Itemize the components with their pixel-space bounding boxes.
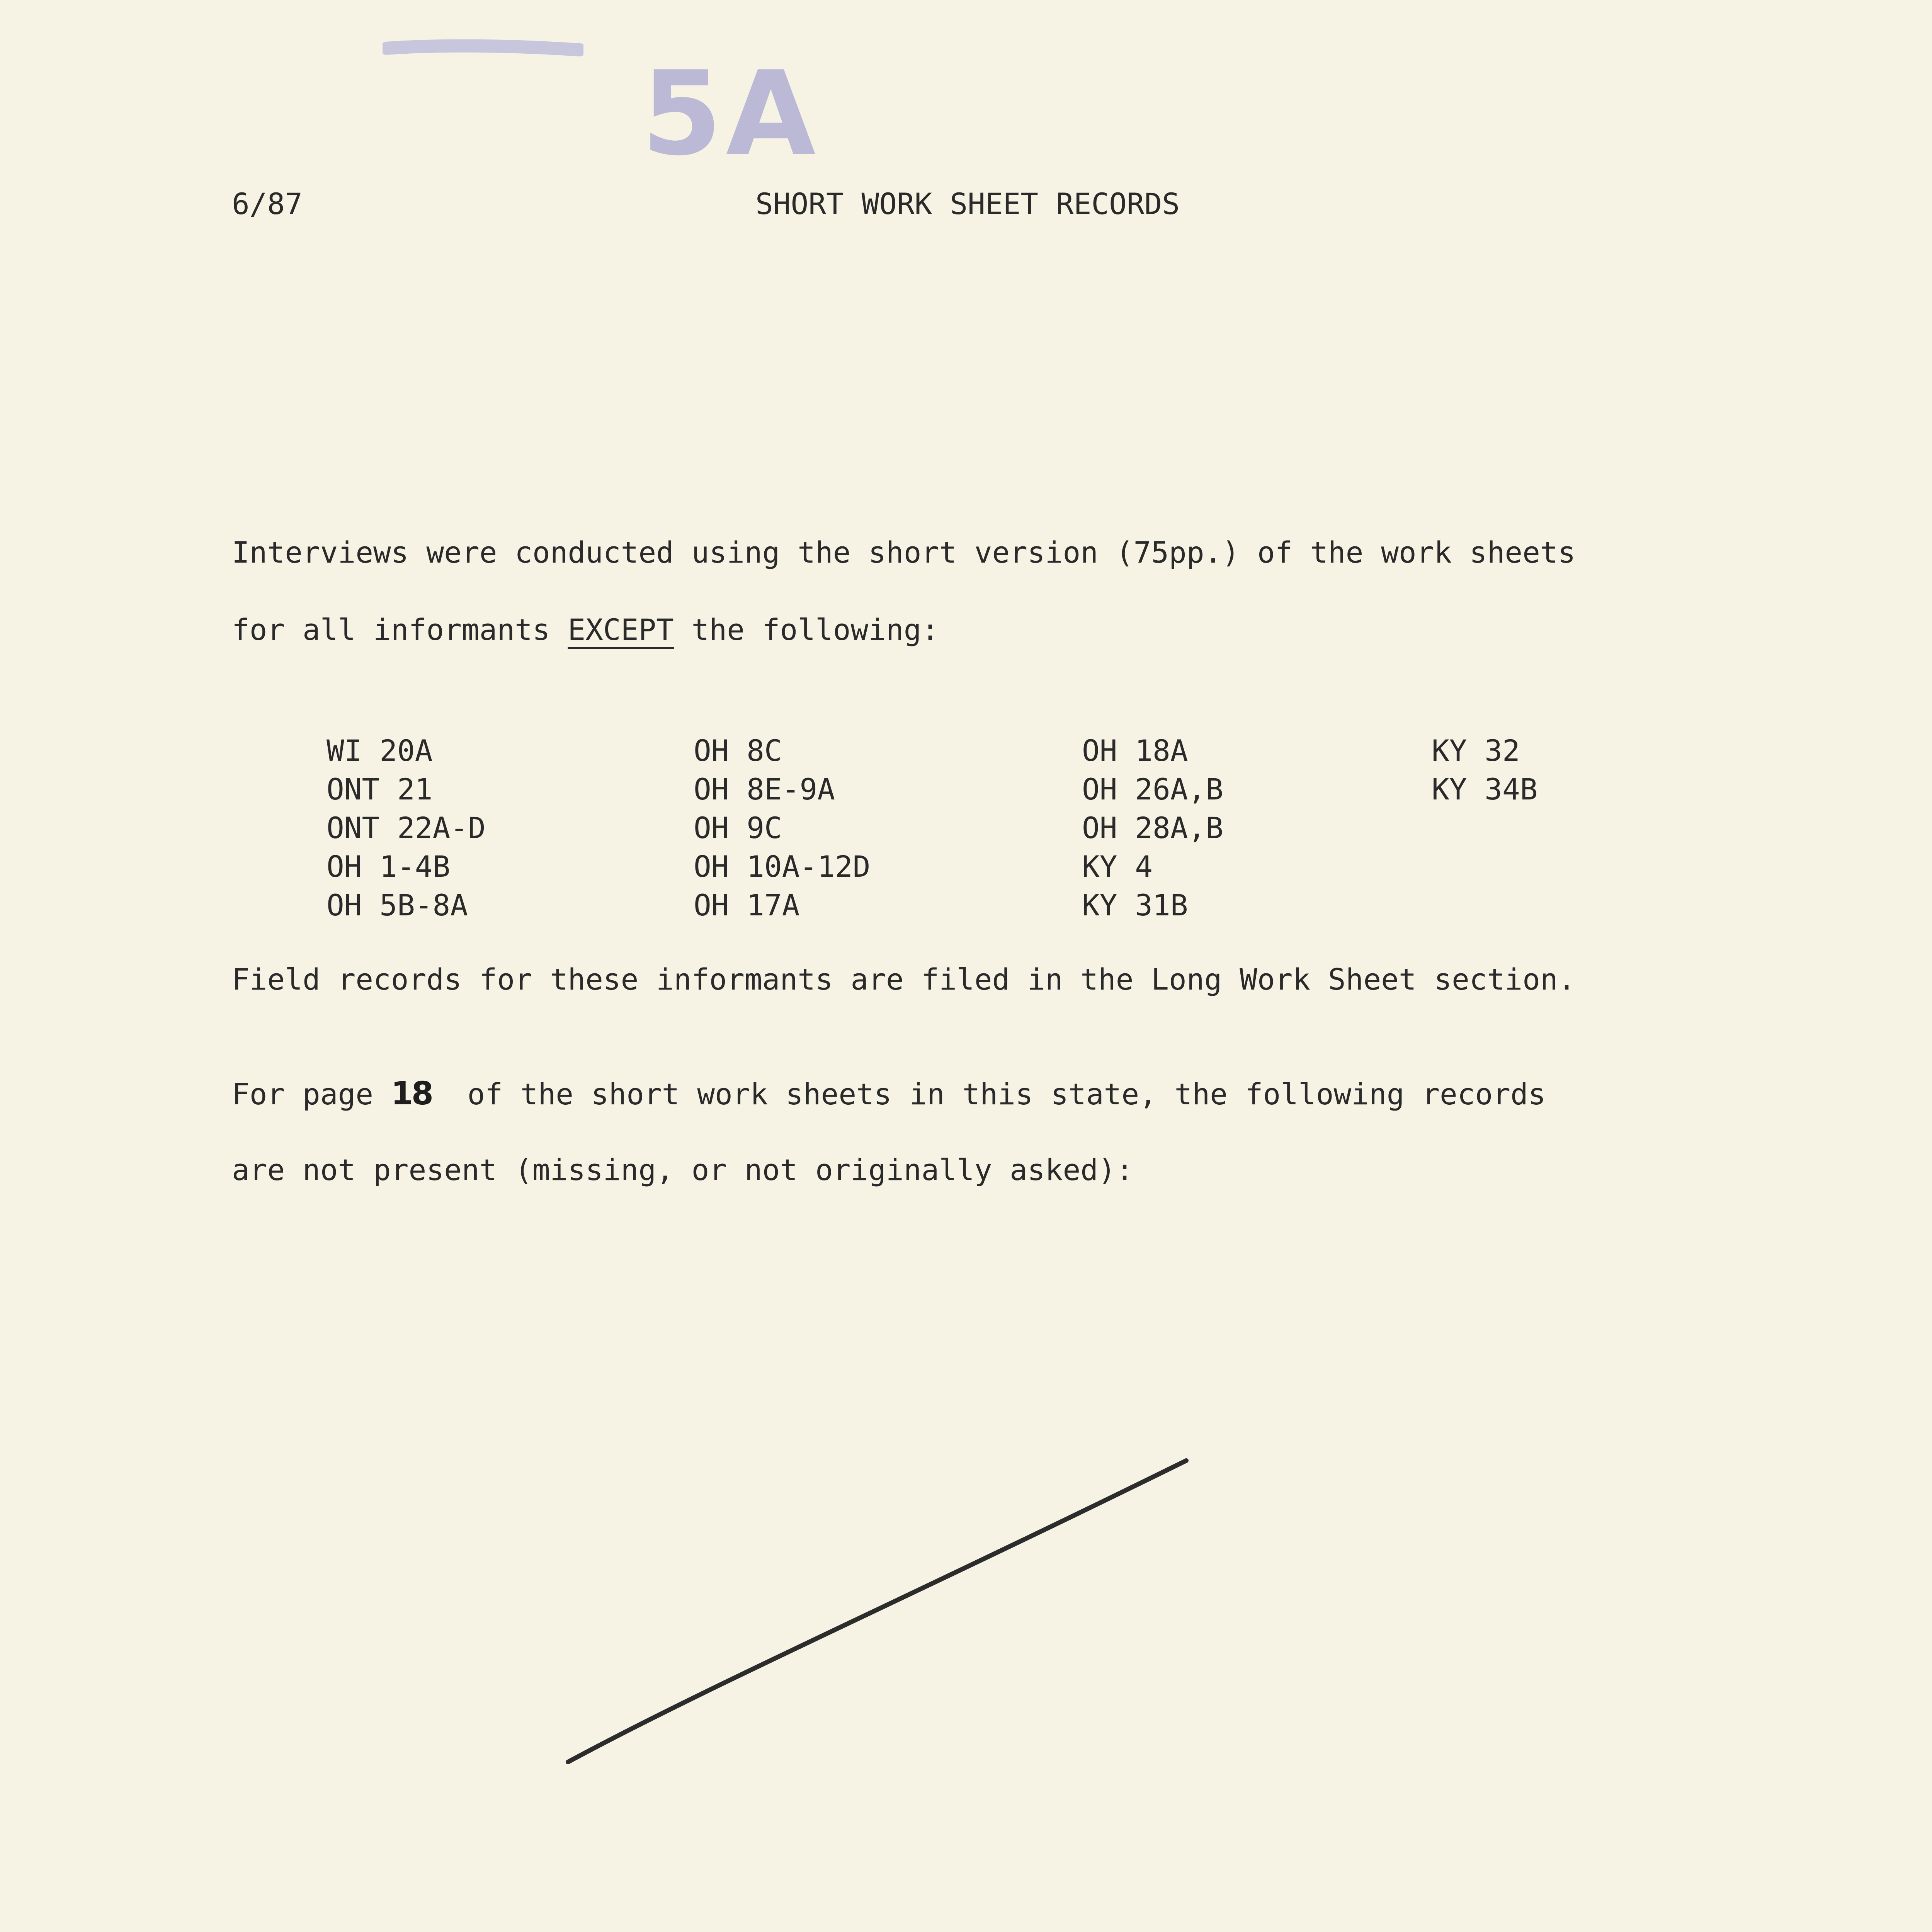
informant-entry: KY 34B	[1432, 772, 1538, 806]
missing-records-line-2: are not present (missing, or not originally asked):	[232, 1153, 1134, 1187]
informant-column-2	[694, 731, 871, 925]
intro-text-before: for all informants	[232, 612, 568, 647]
informant-entry: KY 32	[1432, 733, 1520, 768]
diagonal-pen-stroke	[556, 1453, 1198, 1774]
informant-entry: OH 5B-8A	[327, 888, 468, 922]
informant-entry: OH 9C	[694, 811, 782, 845]
missing-records-line-1	[232, 1075, 1546, 1112]
informant-entry: OH 28A,B	[1082, 811, 1224, 845]
informant-entry: OH 8C	[694, 733, 782, 768]
except-emphasis: EXCEPT	[568, 612, 674, 647]
document-date: 6/87	[232, 187, 303, 221]
informant-entry: KY 4	[1082, 849, 1153, 884]
handwritten-page-number: 18	[391, 1075, 432, 1112]
informant-entry: WI 20A	[327, 733, 433, 768]
field-records-note: Field records for these informants are filed in the Long Work Sheet section.	[232, 962, 1576, 997]
missing-text-before: For page	[232, 1077, 391, 1111]
intro-text-after: the following:	[673, 612, 939, 647]
handwritten-dash-mark	[383, 37, 583, 60]
informant-entry: OH 17A	[694, 888, 800, 922]
informant-entry: ONT 21	[327, 772, 433, 806]
informant-column-4	[1432, 731, 1538, 809]
informant-entry: OH 18A	[1082, 733, 1188, 768]
missing-text-after: of the short work sheets in this state, the following records	[432, 1077, 1546, 1111]
intro-paragraph-line-1: Interviews were conducted using the short version (75pp.) of the work sheets	[232, 535, 1576, 570]
informant-entry: OH 8E-9A	[694, 772, 835, 806]
informant-entry: ONT 22A-D	[327, 811, 486, 845]
informant-entry: OH 10A-12D	[694, 849, 871, 884]
informant-entry: OH 26A,B	[1082, 772, 1224, 806]
handwritten-5a-mark: 5A	[641, 46, 820, 181]
document-title: SHORT WORK SHEET RECORDS	[755, 187, 1180, 221]
informant-column-3	[1082, 731, 1223, 925]
informant-entry: KY 31B	[1082, 888, 1188, 922]
informant-entry: OH 1-4B	[327, 849, 451, 884]
informant-column-1	[327, 731, 486, 925]
intro-paragraph-line-2	[232, 612, 939, 647]
